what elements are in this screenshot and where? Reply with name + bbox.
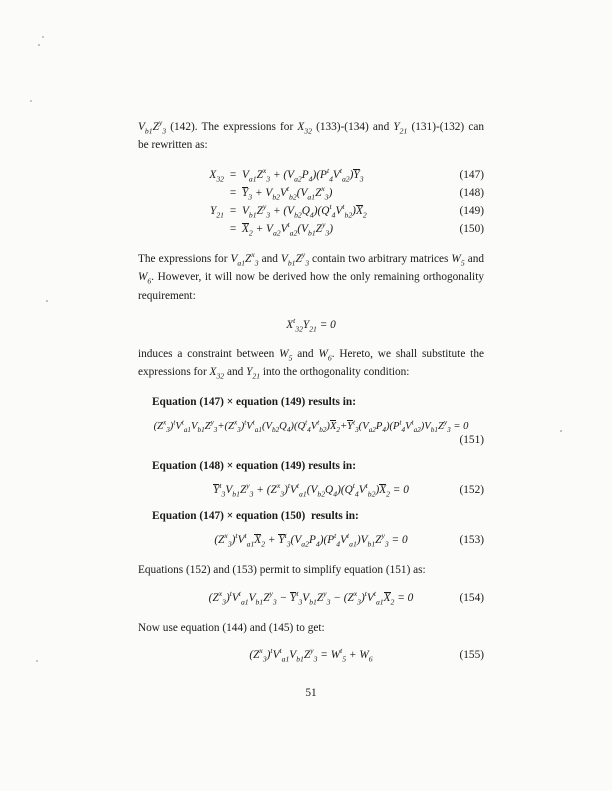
equation-rhs: $V_{b1}Z^y_3 + (V_{b2}Q_4)(Q^t_4V^t_{b2})X_2$ <box>242 202 367 220</box>
heading-147x150: Equation (147) × equation (150) results in: <box>152 510 359 523</box>
equation-number: (150) <box>459 222 484 235</box>
equation-rhs: $X_2 + V_{a2}V^t_{a2}(V_{b1}Z^y_3)$ <box>242 219 333 237</box>
equation-lhs <box>138 220 224 238</box>
document-body <box>138 118 484 699</box>
scan-speck <box>46 300 48 302</box>
equation-number: (149) <box>459 204 484 217</box>
paragraph-now-use: Now use equation (144) and (145) to get: <box>138 621 325 634</box>
equation-number-155: (155) <box>459 648 484 661</box>
paragraph-arbitrary-matrices: The expressions for $V_{a1}Z^x_3$ and $V_{b1}Z^y_3$ contain two arbitrary matrices $W_5$ and $W_6$. However, it will now be derived how the only remaining orthogonality requirement: <box>138 250 485 302</box>
equation-number: (147) <box>459 169 484 182</box>
equation-155 <box>138 646 484 664</box>
scan-speck <box>42 36 44 38</box>
equation-number-152: (152) <box>459 483 484 496</box>
equation-154 <box>138 588 484 606</box>
orthogonality-condition: $X^t_{32}Y_{21} = 0$ <box>286 316 336 334</box>
paragraph-simplify: Equations (152) and (153) permit to simplify equation (151) as: <box>138 564 426 577</box>
equation-lhs <box>138 184 224 202</box>
equation-relation: = <box>229 186 237 199</box>
equation-number-154: (154) <box>459 591 484 604</box>
equation-relation: = <box>229 169 237 182</box>
equation-row-150 <box>138 220 484 238</box>
equation-lhs: $Y_{21}$ <box>210 204 224 220</box>
scan-speck <box>38 44 40 46</box>
equation-rhs: $Y_3 + V_{b2}V^t_{b2}(V_{a1}Z^x_3)$ <box>242 184 333 202</box>
intro-paragraph: $V_{b1}Z^y_3$ (142). The expressions for $X_{32}$ (133)-(134) and $Y_{21}$ (131)-(132) can be rewritten as: <box>138 118 484 152</box>
equation-152-body: $Y^t_3V_{b1}Z^y_3 + (Z^x_3)^tV^t_{a1}(V_{b2}Q_4)(Q^t_4V^t_{b2})X_2 = 0$ <box>213 480 409 498</box>
scan-speck <box>36 660 38 662</box>
equation-row-149 <box>138 202 484 220</box>
equation-rhs: $V_{a1}Z^x_3 + (V_{a2}P_4)(P^t_4V^t_{a2})Y_3$ <box>242 166 364 184</box>
equation-relation: = <box>229 222 237 235</box>
equation-151 <box>138 417 484 446</box>
page-number: 51 <box>305 686 317 699</box>
equation-153-body: $(Z^x_3)^tV^t_{a1}X_2 + Y^t_3(V_{a2}P_4)(P^t_4V^t_{a1})V_{b1}Z^y_3 = 0$ <box>214 531 408 549</box>
paragraph-induces-constraint: induces a constraint between $W_5$ and $W_6$. Hereto, we shall substitute the expressions for $X_{32}$ and $Y_{21}$ into the orthogonality condition: <box>138 347 484 381</box>
equation-row-147 <box>138 167 484 185</box>
equation-row-148 <box>138 184 484 202</box>
scan-speck <box>30 100 32 102</box>
equation-group-147-150 <box>138 167 484 238</box>
scan-speck <box>560 430 562 432</box>
equation-154-body: $(Z^x_3)^tV^t_{a1}V_{b1}Z^y_3 - Y^t_3V_{b1}Z^y_3 - (Z^x_3)^tV^t_{a1}X_2 = 0$ <box>208 588 414 606</box>
equation-number-153: (153) <box>459 534 484 547</box>
equation-number-151: (151) <box>459 433 484 446</box>
equation-lhs: $X_{32}$ <box>209 169 224 184</box>
heading-147x149: Equation (147) × equation (149) results in: <box>152 395 356 408</box>
equation-153 <box>138 531 484 549</box>
equation-relation: = <box>229 204 237 217</box>
equation-155-body: $(Z^x_3)^tV^t_{a1}V_{b1}Z^y_3 = W^t_5 + W_6$ <box>249 646 373 664</box>
equation-152 <box>138 480 484 498</box>
equation-151-body: $(Z^x_3)^tV^t_{a1}V_{b1}Z^y_3+(Z^x_3)^tV^t_{a1}(V_{b2}Q_4)(Q^t_4V^t_{b2})X_2+Y^t_3(V_{a2}P_4)(P^t_4V^t_{a2})V_{b1}Z^y_3 = 0$ <box>153 417 469 434</box>
equation-number: (148) <box>459 186 484 199</box>
heading-148x149: Equation (148) × equation (149) results in: <box>152 459 356 472</box>
